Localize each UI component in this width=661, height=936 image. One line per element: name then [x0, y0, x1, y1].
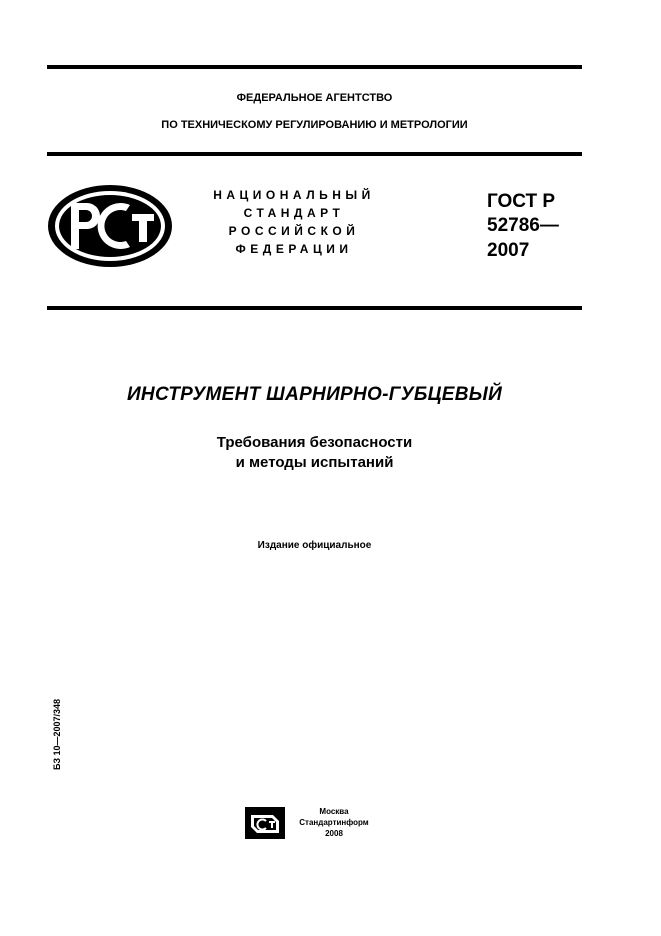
top-rule	[47, 65, 582, 69]
document-subtitle-line2: и методы испытаний	[235, 454, 394, 471]
rst-certification-mark-icon	[46, 183, 174, 269]
national-standard-line4: ФЕДЕРАЦИИ	[235, 242, 353, 256]
middle-rule	[47, 152, 582, 156]
gost-designation-line1: ГОСТ Р	[487, 191, 556, 212]
national-standard-line2: СТАНДАРТ	[243, 206, 345, 220]
national-standard-line3: РОССИЙСКОЙ	[228, 224, 360, 238]
publisher-year: 2008	[325, 829, 343, 838]
edition-label: Издание официальное	[257, 540, 372, 551]
document-title: ИНСТРУМЕНТ ШАРНИРНО-ГУБЦЕВЫЙ	[126, 384, 503, 405]
standartinform-logo-icon	[245, 807, 285, 839]
side-code: БЗ 10—2007/348	[52, 698, 62, 770]
gost-designation-line2: 52786—	[487, 215, 559, 236]
agency-name-line2: ПО ТЕХНИЧЕСКОМУ РЕГУЛИРОВАНИЮ И МЕТРОЛОГИИ	[161, 119, 468, 131]
agency-name-line1: ФЕДЕРАЛЬНОЕ АГЕНТСТВО	[236, 92, 393, 104]
publisher-city: Москва	[319, 807, 349, 816]
national-standard-line1: НАЦИОНАЛЬНЫЙ	[213, 188, 375, 202]
gost-designation-line3: 2007	[487, 240, 530, 261]
document-subtitle-line1: Требования безопасности	[216, 434, 413, 451]
bottom-rule	[47, 306, 582, 310]
publisher-name: Стандартинформ	[299, 818, 369, 827]
